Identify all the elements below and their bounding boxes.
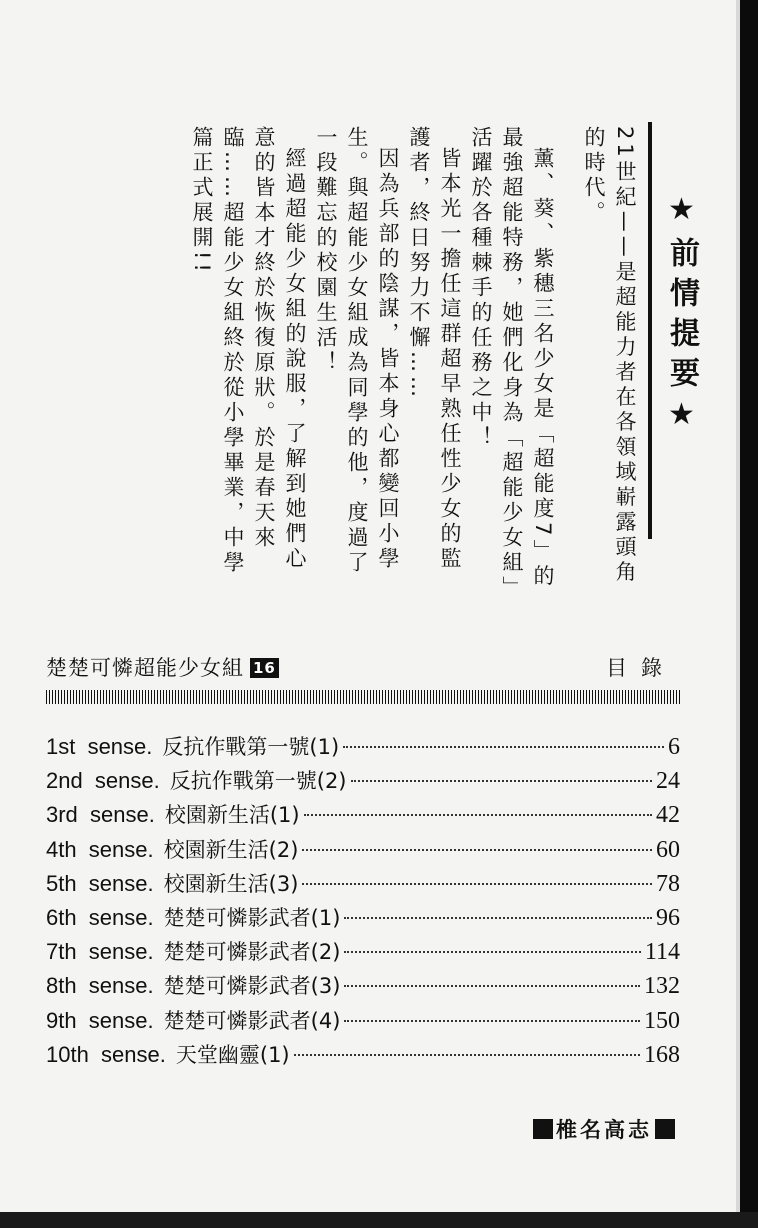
- toc-chapter-number: 4th sense.: [46, 836, 154, 862]
- toc-chapter-number: 10th sense.: [46, 1041, 166, 1067]
- synopsis-heading: ★前情提要★: [664, 192, 699, 442]
- toc-chapter-number: 9th sense.: [46, 1007, 154, 1033]
- toc-chapter-title: 楚楚可憐影武者(4): [163, 1008, 341, 1033]
- toc-page-number: 60: [656, 836, 680, 863]
- toc-chapter-title: 反抗作戰第一號(2): [169, 769, 347, 794]
- toc-chapter-number: 2nd sense.: [46, 768, 160, 794]
- toc-entry[interactable]: [46, 1004, 680, 1038]
- synopsis-paragraph-5: 經過超能少女組的說服，了解到她們心意的皆本才終於恢復原狀。於是春天來臨……超能少女組終於從小學畢業，中學篇正式展開!!: [190, 126, 307, 576]
- square-bullet-icon: [655, 1119, 675, 1139]
- synopsis-paragraph-1: 21世紀——是超能力者在各領域嶄露頭角的時代。: [582, 126, 637, 586]
- decorative-barcode-rule: [46, 690, 680, 704]
- toc-entry[interactable]: [46, 901, 680, 935]
- toc-chapter-title: 反抗作戰第一號(1): [162, 735, 340, 759]
- toc-entry[interactable]: [46, 969, 680, 1003]
- toc-page-number: 42: [656, 802, 680, 829]
- toc-page-number: 168: [644, 1041, 680, 1068]
- toc-chapter-title: 校園新生活(1): [164, 803, 300, 828]
- toc-entry[interactable]: [46, 798, 680, 832]
- synopsis-paragraph-3: 皆本光一擔任這群超早熟任性少女的監護者，終日努力不懈……: [407, 126, 462, 572]
- toc-entry[interactable]: [46, 867, 680, 901]
- page-bottom-edge: [0, 1212, 758, 1228]
- toc-list: [46, 730, 680, 1072]
- dot-leader: [344, 951, 641, 953]
- toc-page-number: 6: [668, 734, 680, 760]
- toc-chapter-number: 6th sense.: [46, 904, 154, 930]
- toc-chapter-title: 楚楚可憐影武者(3): [163, 974, 341, 999]
- toc-entry[interactable]: [46, 833, 680, 867]
- page-edge-shadow: [740, 0, 758, 1228]
- dot-leader: [304, 814, 652, 816]
- synopsis-text: [186, 126, 640, 596]
- author-credit: [530, 1114, 678, 1144]
- dot-leader: [302, 849, 652, 851]
- dot-leader: [344, 985, 640, 987]
- toc-header: [46, 652, 678, 682]
- synopsis-paragraph-2: 薰、葵、紫穗三名少女是「超能度7」的最強超能特務，她們化身為「超能少女組」活躍於各種棘手的任務之中！: [469, 126, 555, 591]
- toc-page-number: 114: [644, 939, 680, 966]
- toc-chapter-number: 3rd sense.: [46, 802, 155, 828]
- book-title-text: 楚楚可憐超能少女組: [46, 656, 244, 680]
- toc-entry[interactable]: [46, 935, 680, 969]
- toc-page-number: 132: [644, 973, 680, 1000]
- dot-leader: [351, 780, 653, 782]
- toc-entry[interactable]: [46, 1038, 680, 1072]
- toc-chapter-title: 楚楚可憐影武者(1): [163, 905, 341, 930]
- toc-chapter-number: 1st sense.: [46, 734, 153, 759]
- dot-leader: [344, 1020, 640, 1022]
- square-bullet-icon: [533, 1119, 553, 1139]
- toc-entry[interactable]: [46, 730, 680, 764]
- toc-page-number: 150: [644, 1007, 680, 1034]
- toc-chapter-number: 7th sense.: [46, 939, 154, 965]
- toc-page-number: 78: [656, 870, 680, 897]
- dot-leader: [302, 883, 652, 885]
- toc-chapter-title: 校園新生活(2): [163, 837, 299, 862]
- toc-page-number: 24: [656, 768, 680, 795]
- author-name: 椎名高志: [556, 1118, 652, 1142]
- synopsis-divider: [648, 122, 652, 539]
- toc-chapter-number: 5th sense.: [46, 870, 154, 896]
- volume-badge: 16: [250, 658, 279, 678]
- synopsis-paragraph-4: 因為兵部的陰謀，皆本身心都變回小學生。與超能少女組成為同學的他，度過了一段難忘的校園生活！: [314, 126, 400, 576]
- dot-leader: [344, 917, 652, 919]
- toc-chapter-title: 楚楚可憐影武者(2): [163, 940, 341, 965]
- toc-chapter-title: 天堂幽靈(1): [175, 1042, 290, 1067]
- toc-chapter-number: 8th sense.: [46, 973, 154, 999]
- toc-page-number: 96: [656, 904, 680, 931]
- book-title: [46, 652, 279, 682]
- dot-leader: [294, 1054, 640, 1056]
- toc-label: 目錄: [606, 656, 676, 680]
- toc-chapter-title: 校園新生活(3): [163, 871, 299, 896]
- dot-leader: [343, 746, 664, 748]
- toc-entry[interactable]: [46, 764, 680, 798]
